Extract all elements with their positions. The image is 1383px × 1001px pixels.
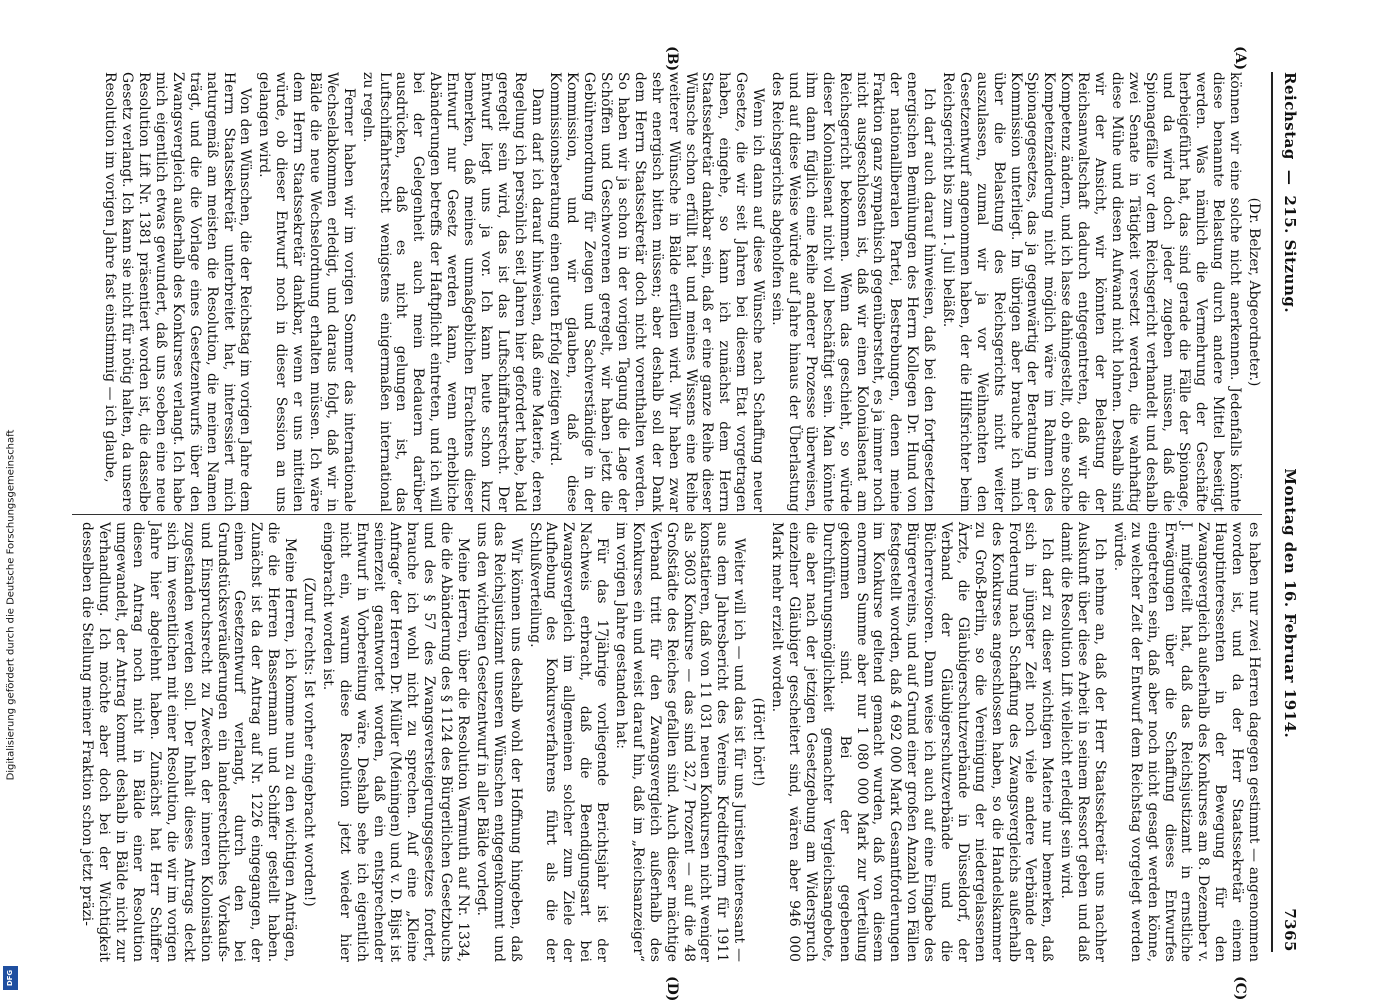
paragraph: Ich nehme an, daß der Herr Staatssekretär uns nachher Auskunft über diese Arbeit in seinem Ressort geben und daß damit die Resolution Lift vielleicht erledigt sein wird.: [1058, 522, 1108, 962]
page-rotated-content: [45, 32, 1320, 1001]
left-column: [72, 72, 1262, 512]
page-header: [1276, 72, 1304, 952]
paragraph: können wir eine solche nicht anerkennen. Jedenfalls könnte diese benannte Belastung durch andere Mittel beseitigt werden. Was nämlich die Vermehrung der Geschäfte herbeigeführt hat, das sind gerade die Fälle der Spionage, und da wird doch jeder zugeben müssen, daß die Spionagefälle vor dem Reichsgericht verhandelt und deshalb zwei Senate in Tätigkeit versetzt werden, die wahrhaftig diese Mühe und diesen Aufwand nicht lohnen. Deshalb sind wir der Ansicht, wir könnten der Belastung der Reichsanwaltschaft dadurch entgegentreten, daß wir die Kompetenz ändern, und ich lasse dahingestellt, ob eine solche Kompetenzänderung nicht möglich wäre im Rahmen des Spionagegesetzes, das ja gegenwärtig der Beratung in der Kommission unterliegt. Im übrigen aber brauche ich mich über die Belastung des Reichsgerichts nicht weiter auszulassen, zumal wir ja vor Weihnachten den Gesetzentwurf angenommen haben, der die Hilfsrichter beim Reichsgericht bis zum 1. Juli beläßt.: [939, 72, 1244, 512]
scanned-page: [45, 32, 1320, 1001]
header-title: Reichstag: [1281, 72, 1299, 160]
margin-letter-a: (A): [1232, 46, 1248, 71]
paragraph: Ferner haben wir im vorigen Sommer das internationale Wechselabkommen erledigt, und daraus folgt, daß wir in Bälde die neue Wechselordnung erhalten müssen. Ich wäre dem Herrn Staatssekretär dankbar, wenn er uns mitteilen würde, ob dieser Entwurf noch in dieser Session an uns gelangen wird.: [256, 72, 357, 512]
paragraph: Wenn ich dann auf diese Wünsche nach Schaffung neuer Gesetze, die wir seit Jahren bei diesem Etat vorgetragen haben, eingehe, so kann ich zunächst dem Herrn Staatssekretär dankbar sein, daß er eine ganze Reihe dieser Wünsche schon erfüllt hat und meines Wissens eine Reihe weiterer Wünsche in Bälde erfüllen wird. Wir haben zwar sehr energisch bitten müssen; aber deshalb soll der Dank dem Herrn Staatssekretär doch nicht vorenthalten werden. So haben wir ja schon in der vorigen Tagung die Lage der Schöffen und Geschworenen geregelt, wir haben jetzt die Gebührenordnung für Zeugen und Sachverständige in der Kommission, und wir glauben, daß diese Kommissionsberatung einen guten Erfolg zeitigen wird.: [547, 72, 767, 512]
speaker-label: (Dr. Belzer, Abgeordneter.): [1246, 197, 1262, 387]
interjection: (Zuruf rechts: Ist vorher eingebracht worden!): [301, 577, 318, 907]
paragraph: Wir können uns deshalb wohl der Hoffnung hingeben, daß das Reichsjustizamt unseren Wünschen entgegenkommt und uns den wichtigen Gesetzentwurf in aller Bälde vorlegt.: [473, 522, 524, 962]
paragraph: Ich darf auch darauf hinweisen, daß bei den fortgesetzten energischen Bemühungen des Herrn Kollegen Dr. Hund von der nationalliberalen Partei, Bestrebungen, denen meine Fraktion ganz sympathisch gegenübersteht, es ja immer noch nicht ausgeschlossen ist, daß wir einen Kolonialsenat am Reichsgericht bekommen. Wenn das geschieht, so würde dieser Kolonialsenat nicht voll beschäftigt sein. Man könnte ihm dann füglich eine Reihe anderer Prozesse überweisen, und auf diese Weise würde auf Jahre hinaus der Überlastung des Reichsgerichts abgeholfen sein.: [769, 72, 938, 512]
interjection: (Hört! hört!): [750, 697, 767, 787]
dfg-logo-text: DFG: [6, 969, 15, 987]
header-right: [1281, 468, 1299, 952]
paragraph: es haben nur zwei Herren dagegen gestimmt — angenommen worden ist, und da der Herr Staatssekretär einem Hauptinteressenten in der Bewegung für den Zwangsvergleich außerhalb des Konkurses am 8. Dezember v. J. mitgeteilt hat, daß das Reichsjustizamt in ernstliche Erwägungen über die Schaffung dieses Entwurfes eingetreten sein, daß aber noch nicht gesagt werden könne, zu welcher Zeit der Entwurf dem Reichstag vorgelegt werden würde.: [1110, 522, 1262, 962]
paragraph: Ich darf zu dieser wichtigen Materie nur bemerken, daß sich in jüngster Zeit noch viele andere Verbände der Forderung nach Schaffung des Zwangsvergleichs außerhalb des Konkurses angeschlossen haben, so die Handelskammer zu Groß-Berlin, so die Vereinigung der niedergelassenen Ärzte, die Gläubigerschutzverbände in Düsseldorf, der Verband der Gläubigerschutzverbände und die Bücherrevisoren. Dann weise ich auch auf eine Eingabe des Bürgervereins, und auf Grund einer großen Anzahl von Fällen festgestellt worden, daß 4 692 000 Mark Gesamtforderungen im Konkurse geltend gemacht wurden, daß von diesem enormen Summe aber nur 1 080 000 Mark zur Verteilung gekommen sind. Bei der gegebenen Durchführungsmöglichkeit gemachter Vergleichsangebote, die aber nach der jetzigen Gesetzgebung am Widerspruch einzelner Gläubiger gescheitert sind, wären aber 946 000 Mark mehr erzielt worden.: [769, 522, 1056, 962]
right-column: [72, 522, 1262, 962]
header-left: [1281, 72, 1299, 313]
header-dash: —: [1281, 169, 1299, 186]
paragraph: Meine Herren, über die Resolution Warmuth auf Nr. 1334, die die Abänderung des § 1124 des Bürgerlichen Gesetzbuchs und des § 57 des Zwangsversteigerungsgesetzes fordert, brauche ich wohl nicht zu sprechen. Auf eine „Kleine Anfrage“ der Herren Dr. Müller (Meiningen) und v. D. Bijst ist seinerzeit geantwortet worden, daß ein entsprechender Entwurf in Vorbereitung wäre. Deshalb sehe ich eigentlich nicht ein, warum diese Resolution jetzt wieder hier eingebracht worden ist.: [319, 522, 472, 962]
paragraph: Dann darf ich darauf hinweisen, daß eine Materie, deren Regelung ich persönlich seit Jahren hier gefordert habe, bald geregelt sein wird, das ist das Luftschiffahrtsrecht. Der Entwurf liegt uns ja vor. Ich kann heute schon kurz bemerken, daß meines unmaßgeblichen Erachtens dieser Entwurf nur Gesetz werden kann, wenn erhebliche Abänderungen betreffs der Haftpflicht eintreten, und ich will bei der Gelegenheit auch mein Bedauern darüber ausdrücken, daß es nicht gelungen ist, das Luftschiffahrtsrecht wenigstens einigermaßen international zu regeln.: [359, 72, 545, 512]
page-number: 7365: [1281, 908, 1299, 952]
credit-text: Digitalisierung gefördert durch die Deutsche Forschungsgemeinschaft: [5, 429, 17, 781]
header-date: Montag den 16. Februar 1914.: [1281, 468, 1299, 739]
margin-letter-c: (C): [1232, 976, 1248, 1001]
header-sitting: 215. Sitzung.: [1281, 195, 1299, 314]
paragraph: Von den Wünschen, die der Reichstag im vorigen Jahre dem Herrn Staatssekretär unterbreitet hat, interessiert mich naturgemäß am meisten die Resolution, die meinen Namen trägt, und die die Vorlage eines Gesetzentwurfs über den Zwangsvergleich außerhalb des Konkurses verlangt. Ich habe mich eigentlich etwas gewundert, daß uns soeben eine neue Resolution Lift Nr. 1381 präsentiert worden ist, die dasselbe Gesetz verlangt. Ich kann sie nicht für nötig halten, da unsere Resolution im vorigen Jahre fast einstimmig — ich glaube,: [102, 72, 254, 512]
header-rule: [1271, 72, 1273, 952]
credit-strip: [0, 0, 22, 1000]
margin-letter-d: (D): [664, 976, 680, 1001]
dfg-logo: [3, 966, 18, 990]
paragraph: Meine Herren, ich komme nun zu den wichtigen Anträgen, die die Herren Bassermann und Schiffer gestellt haben. Zunächst ist da der Antrag auf Nr. 1226 eingegangen, der einen Gesetzentwurf verlangt, durch den bei Grundstücksveräußerungen ein landesrechtliches Vorkaufs- und Einspruchsrecht zu Zwecken der inneren Kolonisation zugestanden werden soll. Der Inhalt dieses Antrags deckt sich im wesentlichen mit einer Resolution, die wir im vorigen Jahre hier abgelehnt haben. Zunächst hat Herr Schiffer diesen Antrag noch nicht in Bälde einer Resolution umgewandelt, der Antrag kommt deshalb in Bälde nicht zur Verhandlung. Ich möchte aber doch bei der Wichtigkeit desselben die Stellung meiner Fraktion schon jetzt präzi-: [79, 522, 299, 962]
column-divider: [72, 514, 1262, 515]
paragraph: Weiter will ich — und das ist für uns Juristen interessant — aus dem Jahresbericht des Vereins Kreditreform für 1911 konstatieren, daß von 11 031 neuen Konkursen nicht weniger als 3603 Konkurse — das sind 32,7 Prozent — auf die 48 Großstädte des Reiches gefallen sind. Auch dieser mächtige Verband tritt für den Zwangsvergleich außerhalb des Konkurses ein und weist darauf hin, daß im „Reichsanzeiger“ im vorigen Jahre gestanden hat:: [613, 522, 748, 962]
quote-paragraph: Für das 17jährige vorliegende Berichtsjahr ist der Nachweis erbracht, daß die Beendigungsart bei Zwangsvergleich im allgemeinen solcher zum Ziele der Aufhebung des Konkursverfahrens führt als die der Schlußverteilung.: [526, 522, 611, 962]
margin-letter-b: (B): [664, 46, 680, 72]
